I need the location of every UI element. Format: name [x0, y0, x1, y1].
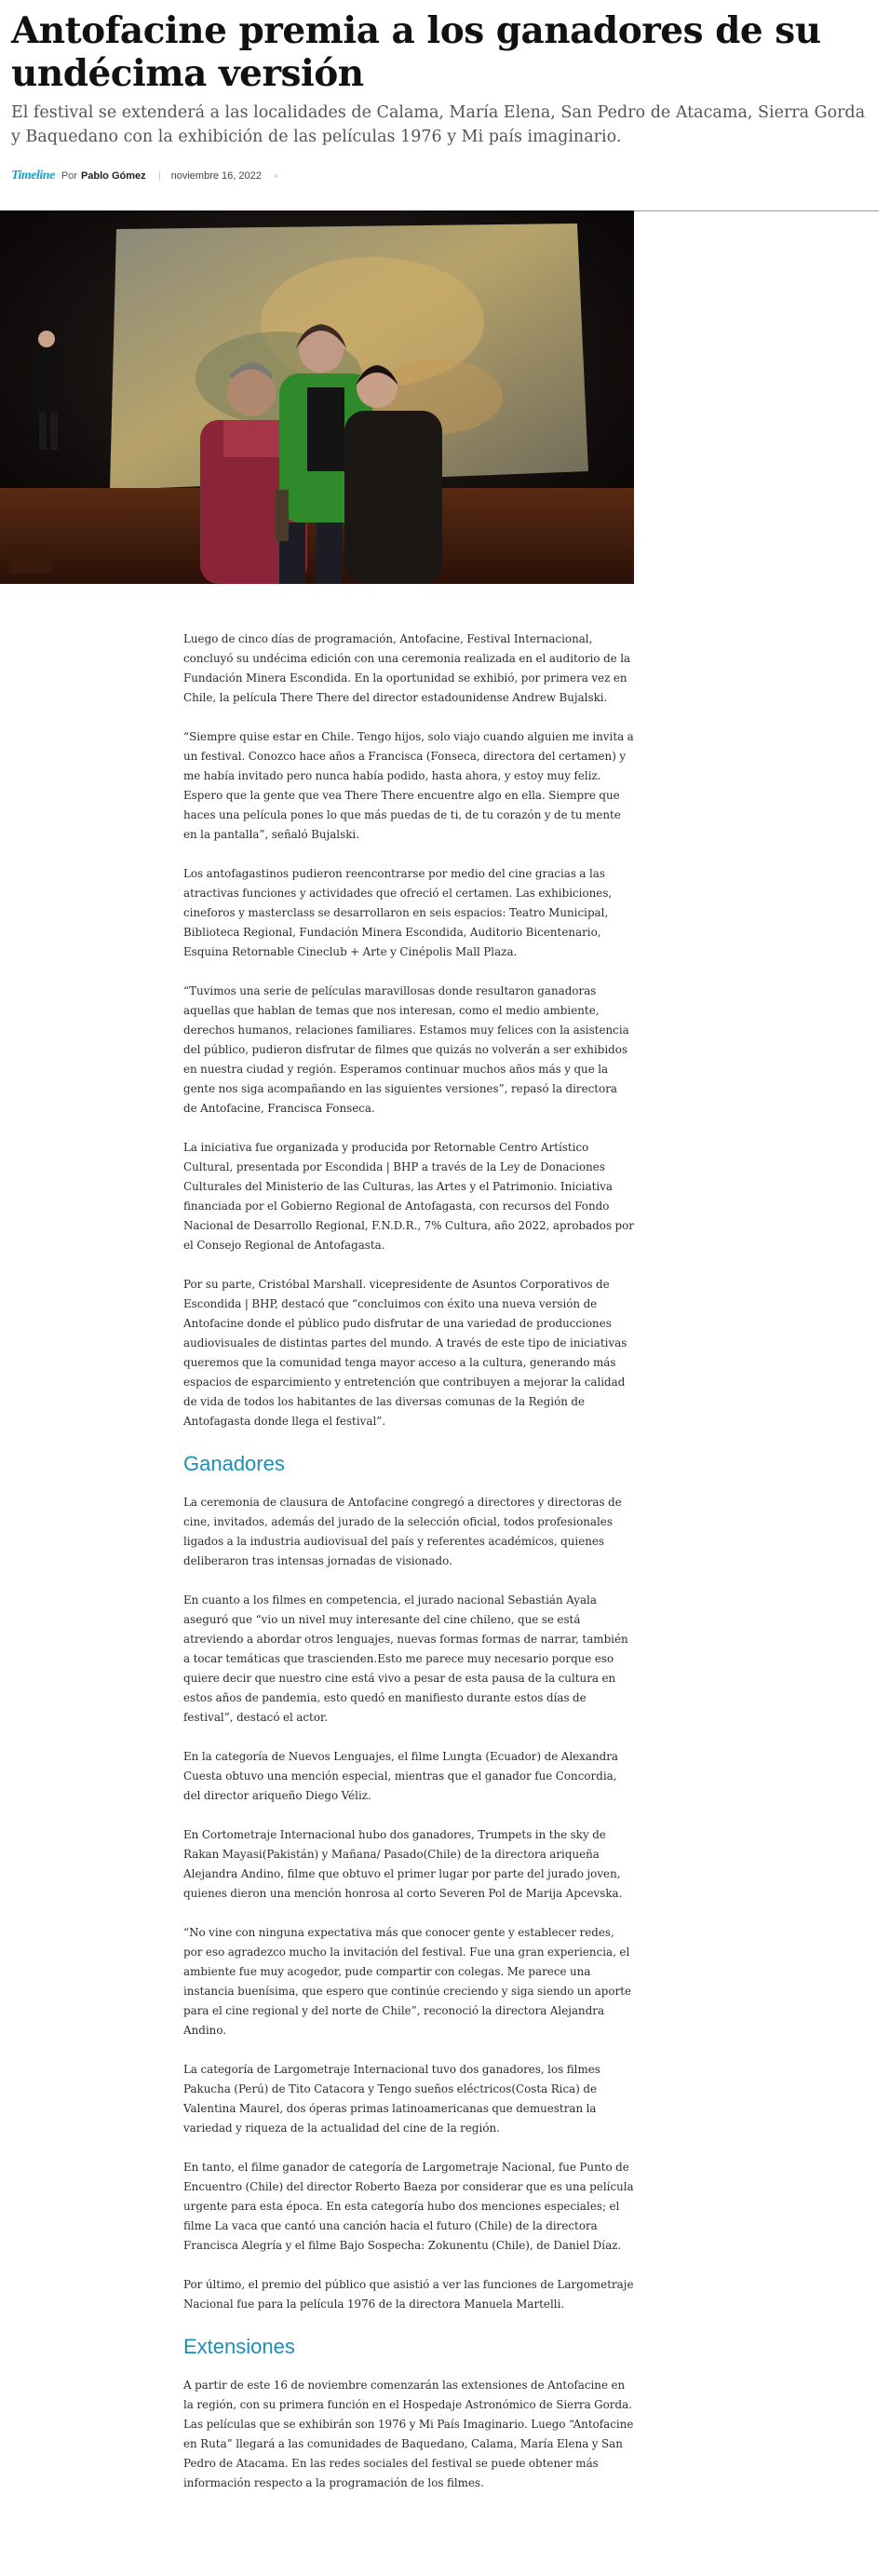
- paragraph: En cuanto a los filmes en competencia, el jurado nacional Sebastián Ayala aseguró que “vio un nivel muy interesante del cine chileno, que se está atreviendo a abordar otros lenguajes, nuevas formas formas de narrar, también a tocar temáticas que trascienden.Esto me parece muy necesario porque eso quiere decir que nuestro cine está vivo a pesar de esta pausa de la cultura en estos años de pandemia, esto quedó en manifiesto durante estos días de festival”, destacó el actor.: [183, 1593, 628, 1724]
- section-heading-extensiones: Extensiones: [183, 2335, 295, 2358]
- paragraph: “Tuvimos una serie de películas maravillosas donde resultaron ganadoras aquellas que hablan de temas que nos interesan, como el medio ambiente, derechos humanos, relaciones familiares. Estamos muy felices con la asistencia del público, pudieron disfrutar de filmes que quizás no volverán a ser exhibidos en nuestra ciudad y región. Esperamos continuar muchos años más y que la gente nos siga acompañando en las siguientes versiones”, repasó la directora de Antofacine, Francisca Fonseca.: [183, 984, 629, 1115]
- publish-date: noviembre 16, 2022: [170, 170, 262, 182]
- timeline-logo[interactable]: Timeline: [11, 169, 55, 183]
- paragraph: Por último, el premio del público que asistió a ver las funciones de Largometraje Nacional fue para la película 1976 de la directora Manuela Martelli.: [183, 2278, 634, 2311]
- award-ceremony-photo: [0, 210, 634, 584]
- byline-divider: [159, 171, 160, 181]
- paragraph: Por su parte, Cristóbal Marshall. vicepresidente de Asuntos Corporativos de Escondida | BHP, destacó que “concluimos con éxito una nueva versión de Antofacine donde el público pudo disfrutar de una variedad de producciones audiovisuales de distintas partes del mundo. A través de este tipo de iniciativas queremos que la comunidad tenga mayor acceso a la cultura, generando más espacios de esparcimiento y entretención que contribuyen a mejorar la calidad de vida de todos los habitantes de las diversas comunas de la Región de Antofagasta donde llega el festival”.: [183, 1278, 627, 1428]
- byline-by-label: Por: [61, 170, 77, 182]
- paragraph: En Cortometraje Internacional hubo dos ganadores, Trumpets in the sky de Rakan Mayasi(Pakistán) y Mañana/ Pasado(Chile) de la directora ariqueña Alejandra Andino, filme que obtuvo el primer lugar por parte del jurado joven, quienes dieron una mención honrosa al corto Severen Pol de Marija Apcevska.: [183, 1828, 623, 1900]
- paragraph: La categoría de Largometraje Internacional tuvo dos ganadores, los filmes Pakucha (Perú) de Tito Catacora y Tengo sueños eléctricos(Costa Rica) de Valentina Maurel, dos óperas primas latinoamericanas que demuestran la variedad y riqueza de la actualidad del cine de la región.: [183, 2063, 600, 2135]
- paragraph: En tanto, el filme ganador de categoría de Largometraje Nacional, fue Punto de Encuentro (Chile) del director Roberto Baeza por considerar que es una película urgente para esta época. En esta categoría hubo dos menciones especiales; el filme La vaca que cantó una canción hacia el futuro (Chile) de la directora Francisca Alegría y el filme Bajo Sospecha: Zokunentu (Chile), de Daniel Díaz.: [183, 2161, 634, 2252]
- article-subtitle: El festival se extenderá a las localidades de Calama, María Elena, San Pedro de Atacama, Sierra Gorda y Baquedano con la exhibición de las películas 1976 y Mi país imaginario.: [11, 103, 866, 146]
- paragraph: “No vine con ninguna expectativa más que conocer gente y establecer redes, por eso agradezco mucho la invitación del festival. Fue una gran experiencia, el ambiente fue muy acogedor, pude compartir con colegas. Me parece una instancia buenísima, que espero que continúe creciendo y siga siendo un aporte para el cine regional y del norte de Chile”, reconoció la directora Alejandra Andino.: [183, 1926, 632, 2037]
- byline: [11, 166, 879, 186]
- article-body: [183, 630, 634, 2513]
- comment-indicator-icon: [275, 174, 278, 178]
- section-heading-ganadores: Ganadores: [183, 1452, 285, 1475]
- paragraph: Los antofagastinos pudieron reencontrarse por medio del cine gracias a las atractivas funciones y actividades que ofreció el certamen. Las exhibiciones, cineforos y masterclass se desarrollaron en seis espacios: Teatro Municipal, Biblioteca Regional, Fundación Minera Escondida, Auditorio Bicentenario, Esquina Retornable Cineclub + Arte y Cinépolis Mall Plaza.: [183, 867, 613, 958]
- paragraph: “Siempre quise estar en Chile. Tengo hijos, solo viajo cuando alguien me invita a un festival. Conozco hace años a Francisca (Fonseca, directora del certamen) y me había invitado pero nunca había podido, hasta ahora, y estoy muy feliz. Espero que la gente que vea There There encuentre algo en ella. Siempre que haces una película pones lo que más puedas de ti, de tu corazón y de tu mente en la pantalla”, señaló Bujalski.: [183, 730, 634, 841]
- author-link[interactable]: Pablo Gómez: [80, 170, 146, 182]
- article-header: [11, 0, 879, 211]
- page-title: Antofacine premia a los ganadores de su undécima versión: [11, 9, 821, 95]
- article-hero-photo: [0, 210, 634, 584]
- paragraph: A partir de este 16 de noviembre comenzarán las extensiones de Antofacine en la región, con su primera función en el Hospedaje Astronómico de Sierra Gorda. Las películas que se exhibirán son 1976 y Mi País Imaginario. Luego “Antofacine en Ruta” llegará a las comunidades de Baquedano, Calama, María Elena y San Pedro de Atacama. En las redes sociales del festival se puede obtener más información respecto a la programación de los filmes.: [183, 2379, 634, 2489]
- paragraph: Luego de cinco días de programación, Antofacine, Festival Internacional, concluyó su undécima edición con una ceremonia realizada en el auditorio de la Fundación Minera Escondida. En la oportunidad se exhibió, por primera vez en Chile, la película There There del director estadounidense Andrew Bujalski.: [183, 632, 631, 704]
- paragraph: La ceremonia de clausura de Antofacine congregó a directores y directoras de cine, invitados, además del jurado de la selección oficial, todos profesionales ligados a la industria audiovisual del país y referentes académicos, quienes deliberaron tras intensas jornadas de visionado.: [183, 1496, 622, 1567]
- paragraph: En la categoría de Nuevos Lenguajes, el filme Lungta (Ecuador) de Alexandra Cuesta obtuvo una mención especial, mientras que el ganador fue Concordia, del director ariqueño Diego Véliz.: [183, 1750, 619, 1802]
- paragraph: La iniciativa fue organizada y producida por Retornable Centro Artístico Cultural, presentada por Escondida | BHP a través de la Ley de Donaciones Culturales del Ministerio de las Culturas, las Artes y el Patrimonio. Iniciativa financiada por el Gobierno Regional de Antofagasta, con recursos del Fondo Nacional de Desarrollo Regional, F.N.D.R., 7% Cultura, año 2022, aprobados por el Consejo Regional de Antofagasta.: [183, 1141, 634, 1252]
